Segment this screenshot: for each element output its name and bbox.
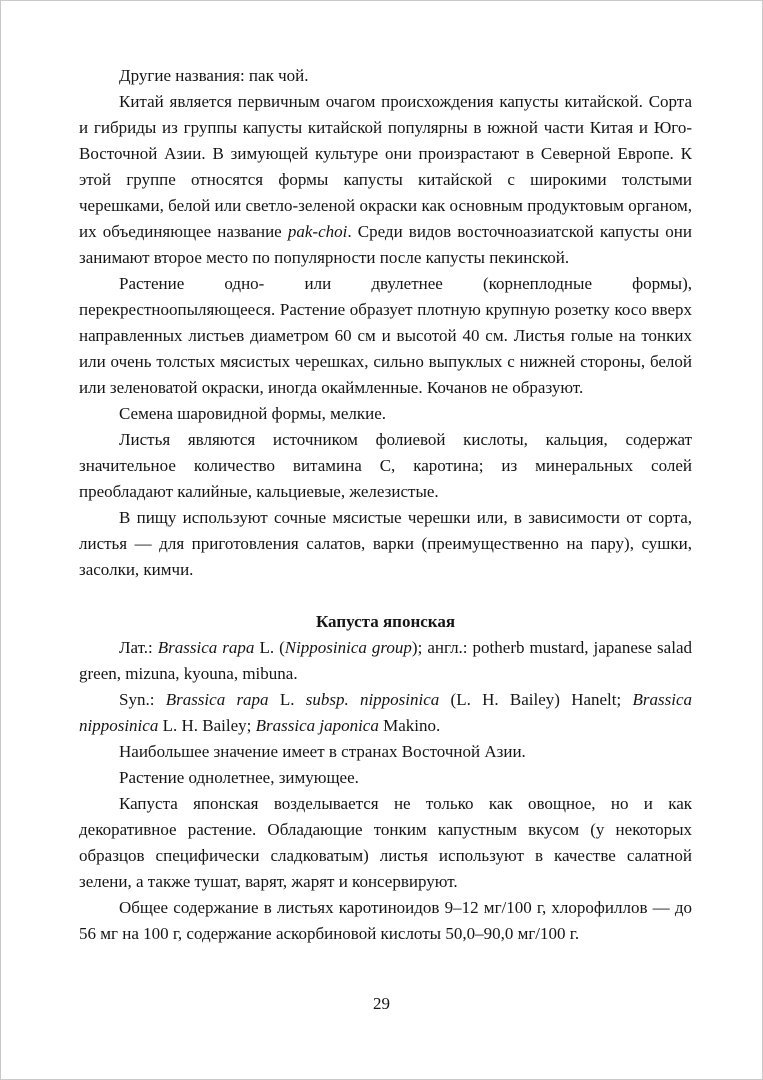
text-run: Наибольшее значение имеет в странах Восточной Азии.	[119, 742, 526, 761]
text-run: Общее содержание в листьях каротиноидов 9–12 мг/100 г, хлорофиллов — до 56 мг на 100 г, содержание аскорбиновой кислоты 50,0–90,0 мг/100 г.	[79, 898, 692, 943]
text-run: ); англ.: potherb mustard, japanese salad green, mizuna, kyouna, mibuna.	[79, 638, 692, 683]
text-run: Brassica japonica	[255, 716, 379, 735]
paragraph	[79, 505, 692, 583]
section-heading	[79, 609, 692, 635]
text-run: Brassica rapa	[165, 690, 269, 709]
text-run: subsp. nipposinica	[305, 690, 440, 709]
page-text	[79, 63, 692, 947]
text-run: Листья являются источником фолиевой кислоты, кальция, содержат значительное количество витамина С, каротина; из минеральных солей преобладают калийные, кальциевые, железистые.	[79, 430, 692, 501]
text-run: Растение однолетнее, зимующее.	[119, 768, 359, 787]
text-run: . Среди видов восточноазиатской капусты они занимают второе место по популярности после капусты пекинской.	[79, 222, 692, 267]
text-run: (L. Н. Bailey) Hanelt;	[439, 690, 633, 709]
text-run: L. (	[254, 638, 285, 657]
paragraph	[79, 687, 692, 739]
text-run: Другие названия: пак чой.	[119, 66, 309, 85]
paragraph	[79, 63, 692, 89]
text-run: Капуста японская	[315, 612, 456, 631]
paragraph	[79, 401, 692, 427]
text-run: Лат.:	[119, 638, 158, 657]
text-run: В пищу используют сочные мясистые черешки или, в зависимости от сорта, листья — для приготовления салатов, варки (преимущественно на пару), сушки, засолки, кимчи.	[79, 508, 692, 579]
text-run: Brassica rapa	[157, 638, 255, 657]
page-number: 29	[373, 994, 390, 1013]
paragraph	[79, 427, 692, 505]
text-run: Brassica nipposinica	[79, 690, 692, 735]
text-run: Семена шаровидной формы, мелкие.	[119, 404, 387, 423]
text-run: Makino.	[378, 716, 441, 735]
paragraph	[79, 89, 692, 271]
paragraph	[79, 739, 692, 765]
text-run: L. Н. Bailey;	[158, 716, 256, 735]
text-run: Капуста японская возделывается не только как овощное, но и как декоративное растение. Обладающие тонким капустным вкусом (у некоторых образцов специфически сладковатым) листья используют в качестве салатной зелени, а также тушат, варят, жарят и консервируют.	[79, 794, 692, 891]
text-run: L.	[268, 690, 306, 709]
paragraph	[79, 271, 692, 401]
text-run: pak-choi	[287, 222, 348, 241]
paragraph	[79, 895, 692, 947]
text-run: Nipposinica group	[284, 638, 412, 657]
paragraph	[79, 765, 692, 791]
text-run: Китай является первичным очагом происхождения капусты китайской. Сорта и гибриды из группы капусты китайской популярны в южной части Китая и Юго-Восточной Азии. В зимующей культуре они произрастают в Северной Европе. К этой группе относятся формы капусты китайской с широкими толстыми черешками, белой или светло-зеленой окраски как основным продуктовым органом, их объединяющее название	[79, 92, 692, 241]
paragraph	[79, 635, 692, 687]
paragraph	[79, 791, 692, 895]
text-run: Растение одно- или двулетнее (корнеплодные формы), перекрестноопыляющееся. Растение образует плотную крупную розетку косо вверх направленных листьев диаметром 60 см и высотой 40 см. Листья голые на тонких или очень толстых мясистых черешках, сильно выпуклых с нижней стороны, белой или зеленоватой окраски, иногда окаймленные. Кочанов не образуют.	[79, 274, 692, 397]
text-run: Syn.:	[119, 690, 166, 709]
